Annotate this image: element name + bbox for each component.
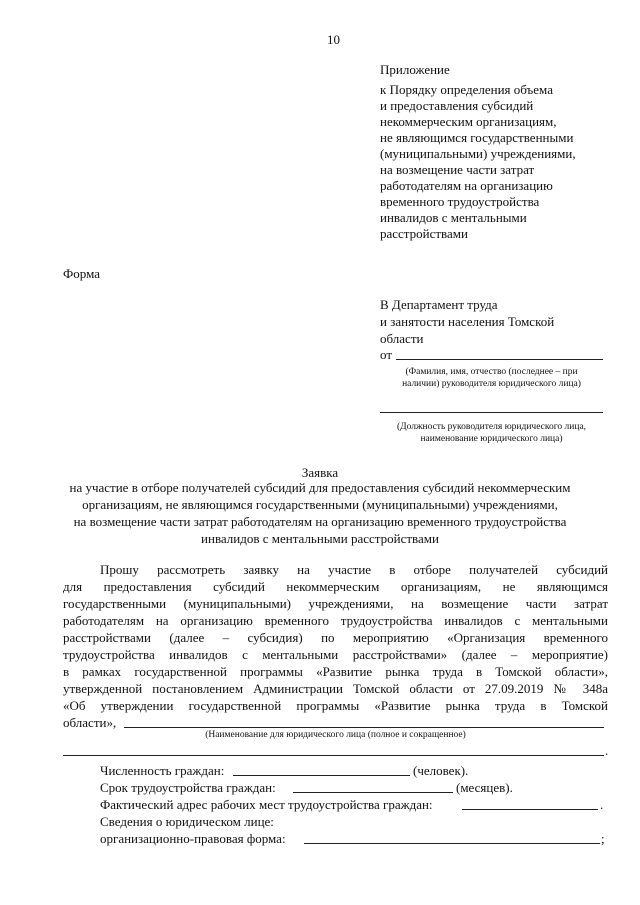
position-hint: (Должность руководителя юридического лица, <box>396 422 587 432</box>
appendix-line: некоммерческим организациям, <box>380 114 557 129</box>
position-hint: наименование юридического лица) <box>420 434 563 444</box>
body-line: государственными (муниципальными) учреждениями, на возмещение части затрат <box>63 596 608 611</box>
appendix-line: не являющимся государственными <box>380 130 574 145</box>
term-unit: (месяцев). <box>456 780 513 795</box>
term-label: Срок трудоустройства граждан: <box>100 780 276 795</box>
application-title: Заявка <box>301 465 339 480</box>
page-number: 10 <box>327 32 340 47</box>
body-last-line-prefix: области», <box>63 715 117 730</box>
appendix-line: инвалидов с ментальными <box>380 210 527 225</box>
address-end: . <box>600 797 604 812</box>
body-line: для предоставления субсидий некоммерческим организациям, не являющимся <box>63 579 608 594</box>
citizens-unit: (человек). <box>413 763 469 778</box>
legal-form-label: организационно-правовая форма: <box>100 831 286 846</box>
application-subtitle-line: инвалидов с ментальными расстройствами <box>201 531 439 546</box>
appendix-line: на возмещение части затрат <box>380 162 535 177</box>
appendix-line: и предоставления субсидий <box>380 98 534 113</box>
application-subtitle-line: на возмещение части затрат работодателям на организацию временного трудоустройства <box>73 514 567 529</box>
body-line: расстройствами (далее – субсидия) по мероприятию «Организация временного <box>63 630 608 645</box>
organization-name-period: . <box>605 743 609 758</box>
citizens-label: Численность граждан: <box>100 763 225 778</box>
from-label: от <box>380 347 393 362</box>
appendix-line: к Порядку определения объема <box>380 82 553 97</box>
application-subtitle-line: на участие в отборе получателей субсидий для предоставления субсидий некоммерческим <box>69 480 571 495</box>
appendix-line: расстройствами <box>380 226 468 241</box>
from-hint: наличии) руководителя юридического лица) <box>402 379 581 389</box>
organization-name-hint: (Наименование для юридического лица (полное и сокращенное) <box>205 730 466 740</box>
legal-form-end: ; <box>601 831 605 846</box>
from-input-line[interactable] <box>396 359 603 360</box>
addressee-line: и занятости населения Томской <box>380 314 555 329</box>
appendix-title: Приложение <box>380 62 450 77</box>
appendix-line: (муниципальными) учреждениями, <box>380 146 576 161</box>
addressee-line: В Департамент труда <box>380 297 498 312</box>
body-line: утвержденной постановлением Администрации Томской области от 27.09.2019 № 348а <box>63 681 608 696</box>
legal-info-label: Сведения о юридическом лице: <box>100 814 274 829</box>
legal-form-input-line[interactable] <box>304 843 600 844</box>
appendix-line: работодателям на организацию <box>380 178 553 193</box>
application-subtitle-line: организациям, не являющимся государственными (муниципальными) учреждениями, <box>82 497 558 512</box>
form-label: Форма <box>63 266 100 281</box>
address-label: Фактический адрес рабочих мест трудоустройства граждан: <box>100 797 433 812</box>
citizens-input-line[interactable] <box>233 775 410 776</box>
organization-name-line[interactable] <box>124 727 604 728</box>
term-input-line[interactable] <box>293 792 453 793</box>
body-line: Прошу рассмотреть заявку на участие в отборе получателей субсидий <box>100 562 608 577</box>
addressee-line: области <box>380 331 424 346</box>
address-input-line[interactable] <box>462 809 598 810</box>
position-input-line[interactable] <box>380 412 603 413</box>
appendix-line: временного трудоустройства <box>380 194 540 209</box>
body-line: работодателям на организацию временного трудоустройства инвалидов с ментальными <box>63 613 608 628</box>
from-hint: (Фамилия, имя, отчество (последнее – при <box>405 367 578 377</box>
body-line: в рамках государственной программы «Развитие рынка труда в Томской области», <box>63 664 608 679</box>
body-line: трудоустройства инвалидов с ментальными расстройствами» (далее – мероприятие) <box>63 647 608 662</box>
body-line: «Об утверждении государственной программы «Развитие рынка труда в Томской <box>63 698 608 713</box>
organization-name-line-2[interactable] <box>63 755 604 756</box>
